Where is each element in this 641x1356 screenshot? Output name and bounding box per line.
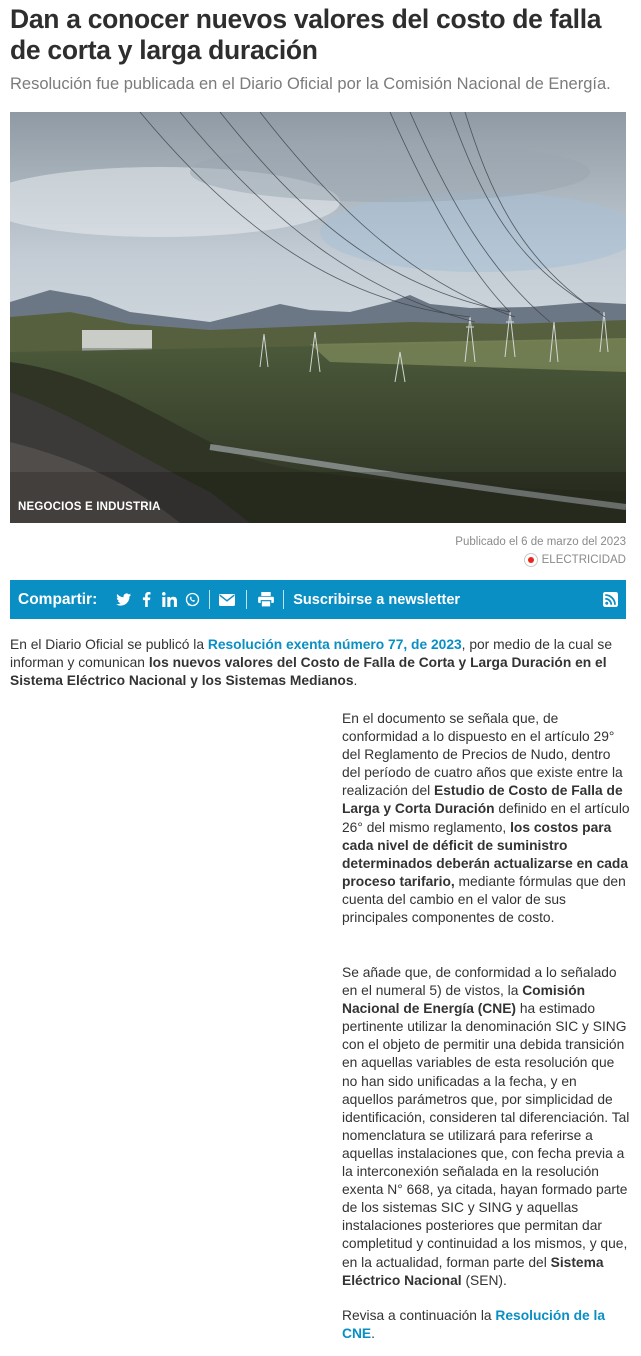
article-title: Dan a conocer nuevos valores del costo de falla de corta y larga duración [10, 4, 602, 65]
whatsapp-icon[interactable] [184, 592, 200, 608]
hero-image [10, 112, 626, 523]
newsletter-subscribe-link[interactable]: Suscribirse a newsletter [293, 591, 461, 608]
twitter-icon[interactable] [115, 592, 131, 608]
share-label: Compartir: [18, 590, 98, 608]
linkedin-icon[interactable] [161, 592, 177, 608]
intro-text: , por medio de la cual se informan y comunican [10, 637, 612, 670]
paragraph-text: definido en el artículo 26° del mismo reglamento, [342, 801, 630, 835]
resolution-77-link[interactable]: Resolución exenta número 77, de 2023 [207, 637, 462, 652]
share-bar [10, 580, 626, 619]
paragraph-bold-text: Comisión Nacional de Energía (CNE) [342, 983, 586, 1017]
category-label[interactable] [524, 553, 626, 567]
article-subtitle: Resolución fue publicada en el Diario Oficial por la Comisión Nacional de Energía. [10, 75, 611, 93]
paragraph-text: Revisa a continuación la [342, 1308, 496, 1323]
divider [283, 590, 284, 609]
body-paragraph-2 [342, 964, 630, 1290]
divider [209, 590, 210, 609]
paragraph-bold-text: los costos para cada nivel de déficit de suministro determinados deberán actualizarse en cada proceso tarifario, [342, 819, 629, 889]
paragraph-text: Se añade que, de conformidad a lo señalado en el numeral 5) de vistos, la [342, 965, 617, 999]
image-section-tag[interactable]: NEGOCIOS E INDUSTRIA [18, 501, 161, 513]
email-icon[interactable] [219, 592, 235, 608]
intro-text: . [353, 673, 358, 688]
intro-text: En el Diario Oficial se publicó la [10, 637, 208, 652]
utility-icons [219, 590, 274, 609]
rss-icon[interactable] [603, 592, 618, 607]
body-paragraph-1 [342, 710, 630, 927]
paragraph-text: . [371, 1326, 375, 1342]
cne-resolution-link[interactable]: Resolución de la CNE [342, 1308, 606, 1342]
paragraph-text: En el documento se señala que, de conformidad a lo dispuesto en el artículo 29° del Reglamento de Precios de Nudo, dentro del período de cuatro años que existe entre la realización del [342, 711, 623, 799]
hydro-dam-landscape-photo [10, 112, 626, 523]
paragraph-text: (SEN). [461, 1272, 507, 1288]
electricity-category-icon [524, 553, 538, 567]
paragraph-bold-text: Sistema Eléctrico Nacional [342, 1254, 604, 1288]
paragraph-bold-text: Estudio de Costo de Falla de Larga y Corta Duración [342, 783, 623, 817]
share-icons [115, 592, 200, 608]
print-icon[interactable] [258, 592, 274, 608]
publication-date: Publicado el 6 de marzo del 2023 [455, 536, 626, 548]
divider [246, 590, 247, 609]
intro-bold-text: los nuevos valores del Costo de Falla de Corta y Larga Duración en el Sistema Eléctrico Nacional y los Sistemas Medianos [10, 655, 607, 688]
paragraph-text: ha estimado pertinente utilizar la denominación SIC y SING con el objeto de permitir una debida transición en aquellas variables de esta resolución que no han sido unificadas a la fecha, y en aquellos parámetros que, por simplicidad de identificación, consideren tal diferenciación. Tal nomenclatura se utilizará para referirse a aquellas instalaciones que, con fecha previa a la interconexión señalada en la resolución exenta N° 668, ya citada, hayan formado parte de los sistemas SIC y SING y aquellas instalaciones posteriores que permitan dar completitud y continuidad a los mismos, y que, en la actualidad, forman parte del [342, 1001, 630, 1270]
paragraph-text: mediante fórmulas que den cuenta del cambio en el valor de sus principales componentes de costo. [342, 873, 626, 926]
intro-paragraph [10, 636, 628, 690]
category-text: ELECTRICIDAD [541, 554, 626, 566]
body-paragraph-3 [342, 1307, 630, 1343]
facebook-icon[interactable] [138, 592, 154, 608]
